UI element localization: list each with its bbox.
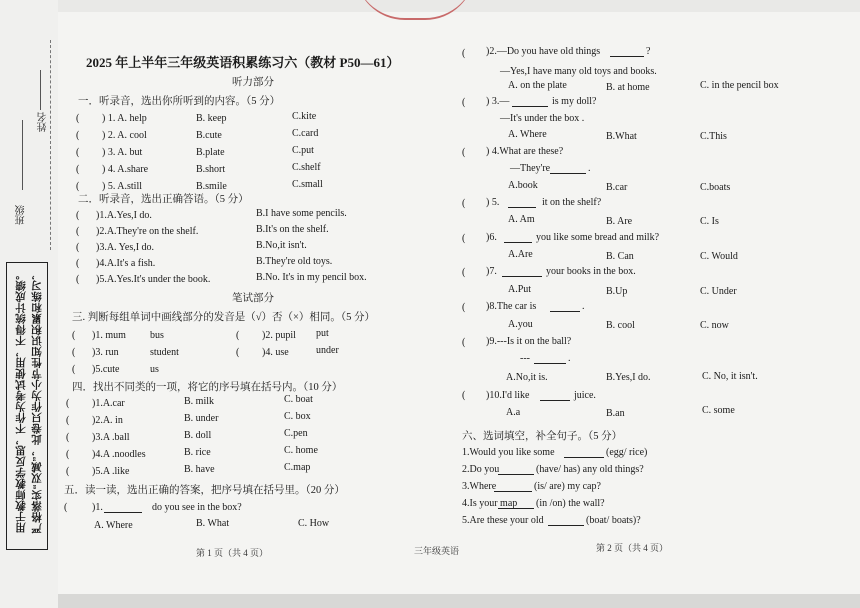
q6-blank[interactable]	[504, 242, 532, 243]
fill-choices: (boat/ boats)?	[586, 515, 641, 526]
fill-blank[interactable]	[498, 474, 534, 475]
q10-question: )10.I'd like	[486, 390, 530, 401]
answer-paren: (	[76, 147, 80, 158]
name-label: 姓名	[38, 112, 49, 132]
answer-paren: (	[72, 330, 76, 341]
name-blank	[40, 70, 41, 110]
answer-paren: (	[72, 364, 76, 375]
fill-choices: (have/ has) any old things?	[536, 464, 644, 475]
option-b: B.cute	[196, 130, 222, 141]
q8-end: .	[582, 301, 585, 312]
option-b: B.smile	[196, 181, 227, 192]
q7-blank[interactable]	[502, 276, 542, 277]
q9-option-a: A.No,it is.	[506, 372, 548, 383]
option-b: B.No. It's in my pencil box.	[256, 272, 367, 283]
q10-option-c: C. some	[702, 405, 735, 416]
q2-end: ?	[646, 46, 651, 57]
q3-answer: —It's under the box .	[500, 113, 585, 124]
answer-paren: (	[66, 432, 70, 443]
option-b: B.I have some pencils.	[256, 208, 347, 219]
class-blank	[22, 120, 23, 190]
q2-option-c: C. in the pencil box	[700, 80, 779, 91]
q9-option-c: C. No, it isn't.	[702, 371, 758, 382]
q4-option-b: B.car	[606, 182, 628, 193]
option-a: )5.A .like	[92, 466, 130, 477]
page-title: 2025 年上半年三年级英语积累练习六（教材 P50—61）	[86, 55, 400, 70]
option-c: C.small	[292, 179, 323, 190]
word-pair-a2: student	[150, 347, 179, 358]
word-pair-b2: put	[316, 328, 329, 339]
notice-line-2: 用于教师教学反思，不作为考试使用，不得统计成绩。	[15, 269, 27, 533]
fill-sentence: 1.Would you like some	[462, 447, 555, 458]
fill-blank[interactable]	[548, 525, 584, 526]
footer-page-2: 第 2 页（共 4 页）	[596, 543, 669, 553]
option-b: B. milk	[184, 396, 215, 407]
fill-blank[interactable]	[498, 508, 534, 509]
q5-question-rest: it on the shelf?	[542, 197, 602, 208]
option-b: B.short	[196, 164, 226, 175]
option-c: C. home	[284, 445, 318, 456]
q7-paren: (	[462, 267, 466, 278]
option-a: ) 5. A.still	[102, 181, 143, 192]
q3-blank[interactable]	[512, 106, 548, 107]
q10-paren: (	[462, 390, 466, 401]
option-a: )4.A .noodles	[92, 449, 146, 460]
s5-q1-option-a: A. Where	[94, 520, 133, 531]
s5-q1-paren: (	[64, 502, 68, 513]
class-label: 班级	[16, 205, 27, 225]
notice-line-1: 严格落实“双减”，此卷只作为小节性知识积累和练习，	[31, 269, 43, 534]
word-pair-b2: under	[316, 345, 339, 356]
fill-choices: (in /on) the wall?	[536, 498, 605, 509]
written-part-heading: 笔试部分	[232, 293, 274, 304]
q10-question-rest: juice.	[574, 390, 596, 401]
fill-sentence: 4.Is your map	[462, 498, 518, 509]
answer-paren: (	[76, 164, 80, 175]
q9-answer-prefix: ---	[520, 353, 530, 364]
option-a: )2.A.They're on the shelf.	[96, 226, 199, 237]
option-c: C. box	[284, 411, 311, 422]
option-b: B. have	[184, 464, 215, 475]
answer-paren: (	[76, 210, 80, 221]
option-c: C.card	[292, 128, 319, 139]
fill-sentence: 2.Do you	[462, 464, 500, 475]
word-pair-a2: bus	[150, 330, 164, 341]
double-reduction-notice	[6, 262, 48, 550]
option-b: B.It's on the shelf.	[256, 224, 329, 235]
option-b: B. under	[184, 413, 219, 424]
option-a: ) 4. A.share	[102, 164, 149, 175]
q3-paren: (	[462, 97, 466, 108]
q3-option-c: C.This	[700, 131, 727, 142]
q6-question-rest: you like some bread and milk?	[536, 232, 660, 243]
option-c: C.put	[292, 145, 314, 156]
option-c: C.map	[284, 462, 311, 473]
answer-paren: (	[76, 258, 80, 269]
section-5-title: 五．读一读，选出正确的答案，把序号填在括号里。（20 分）	[64, 485, 345, 496]
q10-option-b: B.an	[606, 408, 625, 419]
option-a: )4.A.It's a fish.	[96, 258, 156, 269]
fill-sentence: 3.Where	[462, 481, 497, 492]
answer-paren: (	[236, 347, 240, 358]
s5-q1-text: do you see in the box?	[152, 502, 242, 513]
s5-q1-option-b: B. What	[196, 518, 230, 529]
fill-sentence: 5.Are these your old	[462, 515, 544, 526]
section-3-title: 三. 判断每组单词中画线部分的发音是（√）否（×）相同。（5 分）	[72, 312, 376, 323]
q5-question: ) 5.	[486, 197, 500, 208]
option-b: B. keep	[196, 113, 227, 124]
option-b: B. rice	[184, 447, 211, 458]
q9-option-b: B.Yes,I do.	[606, 372, 651, 383]
option-c: C.pen	[284, 428, 308, 439]
answer-paren: (	[76, 274, 80, 285]
q7-option-c: C. Under	[700, 286, 737, 297]
answer-paren: (	[76, 113, 80, 124]
answer-paren: (	[72, 347, 76, 358]
q4-end: .	[588, 163, 591, 174]
q3-option-a: A. Where	[508, 129, 547, 140]
option-a: ) 3. A. but	[102, 147, 143, 158]
q2-answer: —Yes,I have many old toys and books.	[500, 66, 657, 77]
q5-option-a: A. Am	[508, 214, 535, 225]
q8-option-c: C. now	[700, 320, 729, 331]
section-6-title: 六、选词填空，补全句子。（5 分）	[462, 431, 623, 442]
footer-subject: 三年级英语	[414, 546, 460, 556]
q2-paren: (	[462, 48, 466, 59]
q2-option-b: B. at home	[606, 82, 650, 93]
q2-blank[interactable]	[610, 56, 644, 57]
word-pair-a: )1. mum	[92, 330, 126, 341]
answer-paren: (	[66, 398, 70, 409]
option-a: )2.A. in	[92, 415, 123, 426]
q9-question: )9.---Is it on the ball?	[486, 336, 572, 347]
option-a: )1.A.car	[92, 398, 125, 409]
q6-option-b: B. Can	[606, 251, 634, 262]
q8-option-b: B. cool	[606, 320, 635, 331]
q10-option-a: A.a	[506, 407, 521, 418]
q4-blank[interactable]	[550, 173, 586, 174]
q4-question: ) 4.What are these?	[486, 146, 564, 157]
q9-blank[interactable]	[534, 363, 566, 364]
fill-choices: (is/ are) my cap?	[534, 481, 601, 492]
q8-paren: (	[462, 302, 466, 313]
listening-part-heading: 听力部分	[232, 77, 274, 88]
q3-option-b: B.What	[606, 131, 637, 142]
q7-option-b: B.Up	[606, 286, 628, 297]
option-a: )1.A.Yes,I do.	[96, 210, 152, 221]
option-b: B. doll	[184, 430, 212, 441]
q2-option-a: A. on the plate	[508, 80, 567, 91]
option-a: )3.A .ball	[92, 432, 130, 443]
q4-option-a: A.book	[508, 180, 538, 191]
answer-paren: (	[236, 330, 240, 341]
option-a: )3.A. Yes,I do.	[96, 242, 155, 253]
s5-q1-blank[interactable]	[104, 512, 142, 513]
binding-line	[50, 40, 51, 250]
scan-bottom-edge	[0, 594, 860, 608]
answer-paren: (	[76, 181, 80, 192]
q7-question-rest: your books in the box.	[546, 266, 636, 277]
option-b: B.They're old toys.	[256, 256, 333, 267]
fill-blank[interactable]	[564, 457, 604, 458]
q8-blank[interactable]	[550, 311, 580, 312]
section-4-title: 四．找出不同类的一项，将它的序号填在括号内。（10 分）	[72, 382, 343, 393]
q9-end: .	[568, 353, 571, 364]
q3-question-rest: is my doll?	[552, 96, 597, 107]
q6-option-a: A.Are	[508, 249, 533, 260]
word-pair-a: )3. run	[92, 347, 119, 358]
answer-paren: (	[66, 415, 70, 426]
option-a: )5.A.Yes.It's under the book.	[96, 274, 211, 285]
s5-q1-number: )1.	[92, 502, 103, 513]
option-c: C. boat	[284, 394, 313, 405]
answer-paren: (	[76, 130, 80, 141]
q7-question: )7.	[486, 266, 497, 277]
option-b: B.plate	[196, 147, 225, 158]
section-2-title: 二．听录音，选出正确答语。（5 分）	[78, 194, 249, 205]
q6-question: )6.	[486, 232, 497, 243]
footer-page-1: 第 1 页（共 4 页）	[196, 548, 269, 558]
q5-option-c: C. Is	[700, 216, 719, 227]
q5-blank[interactable]	[508, 207, 536, 208]
word-pair-a2: us	[150, 364, 159, 375]
option-c: C.kite	[292, 111, 317, 122]
q5-paren: (	[462, 198, 466, 209]
q6-option-c: C. Would	[700, 251, 738, 262]
fill-choices: (egg/ rice)	[606, 447, 648, 458]
answer-paren: (	[76, 226, 80, 237]
q4-option-c: C.boats	[700, 182, 731, 193]
option-a: ) 2. A. cool	[102, 130, 147, 141]
q3-question: ) 3.—	[486, 96, 510, 107]
word-pair-a: )5.cute	[92, 364, 120, 375]
answer-paren: (	[76, 242, 80, 253]
option-c: C.shelf	[292, 162, 321, 173]
fill-blank[interactable]	[494, 491, 532, 492]
word-pair-b: )4. use	[262, 347, 289, 358]
q10-blank[interactable]	[540, 400, 570, 401]
answer-paren: (	[66, 449, 70, 460]
option-b: B.No,it isn't.	[256, 240, 307, 251]
q7-option-a: A.Put	[508, 284, 532, 295]
s5-q1-option-c: C. How	[298, 518, 330, 529]
q8-question: )8.The car is	[486, 301, 537, 312]
q4-paren: (	[462, 147, 466, 158]
section-1-title: 一．听录音，选出你所听到的内容。（5 分）	[78, 96, 281, 107]
q9-paren: (	[462, 337, 466, 348]
q6-paren: (	[462, 233, 466, 244]
q4-answer: —They're	[510, 163, 551, 174]
answer-paren: (	[66, 466, 70, 477]
q2-question: )2.—Do you have old things	[486, 46, 601, 57]
word-pair-b: )2. pupil	[262, 330, 296, 341]
q5-option-b: B. Are	[606, 216, 633, 227]
option-a: ) 1. A. help	[102, 113, 147, 124]
q8-option-a: A.you	[508, 319, 533, 330]
